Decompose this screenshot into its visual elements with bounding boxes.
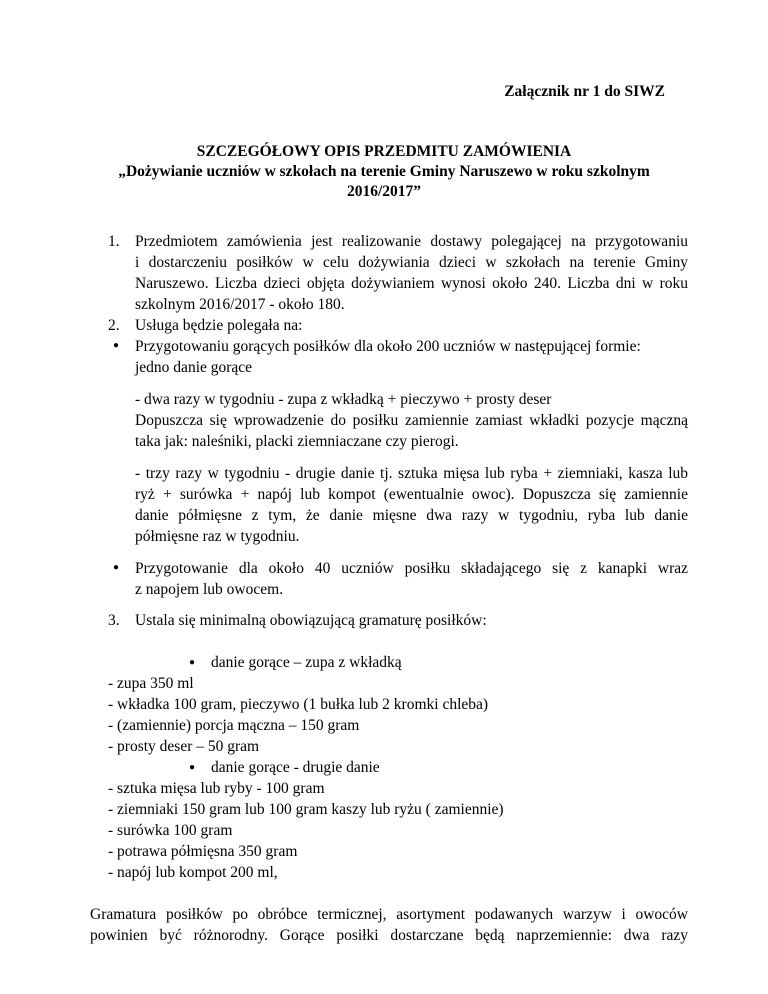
group-2-item: - sztuka mięsa lub ryby - 100 gram [108,780,325,797]
section-1-text [135,231,688,315]
group-2-item: - potrawa półmięsna 350 gram [108,843,298,860]
closing-line: powinien być różnorodny. Gorące posiłki dostarczane będą naprzemiennie: dwa razy [90,927,688,944]
paragraph-b-line: - trzy razy w tygodniu - drugie danie tj. sztuka mięsa lub ryba + ziemniaki, kasza lub [135,465,688,482]
section-2-paragraph-b [135,463,688,547]
section-2-bullet-1 [135,336,688,378]
group-2-item: - ziemniaki 150 gram lub 100 gram kaszy lub ryżu ( zamiennie) [108,801,504,818]
section-1-line: szkolnym 2016/2017 - około 180. [135,296,345,313]
paragraph-a-line: Dopuszcza się wprowadzenie do posiłku zamiennie zamiast wkładki pozycje mączną [135,412,688,429]
section-1-line: i dostarczeniu posiłków w celu dożywiania dzieci w szkołach na terenie Gminy [135,254,688,271]
bullet-dot-icon: ● [113,340,120,351]
bullet-1-line: Przygotowaniu gorących posiłków dla około 200 uczniów w następującej formie: [135,338,641,355]
bullet-2-line: z napojem lub owocem. [135,581,284,598]
group-2-item: - surówka 100 gram [108,822,233,839]
title-line-2: „Dożywianie uczniów w szkołach na terenie Gminy Naruszewo w roku szkolnym [118,163,650,180]
paragraph-a-line: taka jak: naleśniki, placki ziemniaczane czy pierogi. [135,433,459,450]
closing-line: Gramatura posiłków po obróbce termicznej, asortyment podawanych warzyw i owoców [90,906,688,923]
group-1-item: - zupa 350 ml [108,675,194,692]
section-1-number: 1. [108,233,120,250]
section-2-number: 2. [108,317,120,334]
document-title [90,142,678,202]
group-1-item: - prosty deser – 50 gram [108,738,260,755]
bullet-dot-icon: ● [189,657,196,668]
section-1-line: Naruszewo. Liczba dzieci objęta dożywianiem wynosi około 240. Liczba dni w roku [135,275,688,292]
section-1-line: Przedmiotem zamówienia jest realizowanie dostawy polegającej na przygotowaniu [135,233,688,250]
group-2-title: danie gorące - drugie danie [211,759,380,776]
bullet-dot-icon: ● [189,762,196,773]
title-line-1: SZCZEGÓŁOWY OPIS PRZEDMITU ZAMÓWIENIA [196,143,572,160]
group-1-item: - (zamiennie) porcja mączna – 150 gram [108,717,360,734]
group-1-item: - wkładka 100 gram, pieczywo (1 bułka lub 2 kromki chleba) [108,696,489,713]
bullet-dot-icon: ● [113,562,120,573]
section-2-paragraph-a [135,389,688,452]
paragraph-b-line: danie półmięsne z tym, że danie mięsne dwa razy w tygodniu, ryba lub danie [135,507,688,524]
bullet-1-line: jedno danie gorące [135,359,253,376]
title-line-3: 2016/2017” [346,183,422,200]
section-2-bullet-2 [135,558,688,600]
attachment-label: Załącznik nr 1 do SIWZ [504,83,665,100]
section-3-number: 3. [108,612,120,629]
paragraph-b-line: półmięsne raz w tygodniu. [135,528,300,545]
closing-paragraph [90,904,688,946]
paragraph-b-line: ryż + surówka + napój lub kompot (ewentualnie owoc). Dopuszcza się zamiennie [135,486,688,503]
group-2-item: - napój lub kompot 200 ml, [108,864,278,881]
paragraph-a-line: - dwa razy w tygodniu - zupa z wkładką + pieczywo + prosty deser [135,391,552,408]
group-1-title: danie gorące – zupa z wkładką [211,654,402,671]
section-3-intro: Ustala się minimalną obowiązującą gramaturę posiłków: [135,612,487,629]
bullet-2-line: Przygotowanie dla około 40 uczniów posiłku składającego się z kanapki wraz [135,560,688,577]
section-2-intro: Usługa będzie polegała na: [135,317,303,334]
